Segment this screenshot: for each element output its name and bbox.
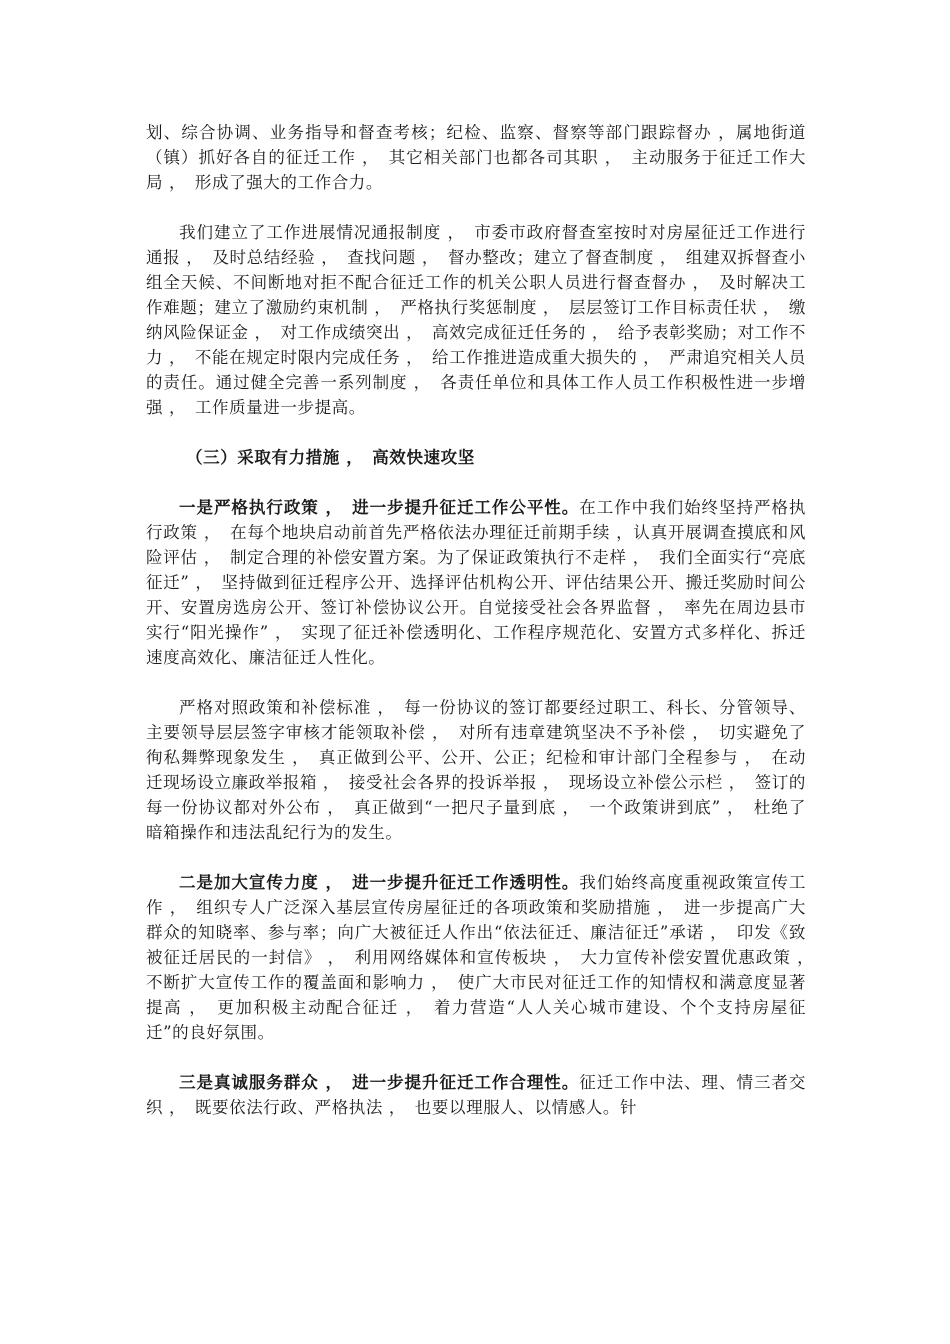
- paragraph-7-lead: 三是真诚服务群众 ， 进一步提升征迁工作合理性。: [179, 1073, 580, 1092]
- paragraph-6: [146, 870, 824, 1045]
- paragraph-2: 我们建立了工作进展情况通报制度 ， 市委市政府督查室按时对房屋征迁工作进行通报 ， 及时总结经验 ， 查找问题 ， 督办整改；建立了督查制度 ， 组建双拆督查小组全天候、不间断地对拒不配合征迁工作的机关公职人员进行督查督办 ， 及时解决工作难题；建立了激励约束机制 ， 严格执行奖惩制度 ， 层层签订工作目标责任状 ， 缴纳风险保证金 ， 对工作成绩突出 ， 高效完成征迁任务的 ， 给予表彰奖励；对工作不力 ， 不能在规定时限内完成任务 ， 给工作推进造成重大损失的 ， 严肃追究相关人员的责任。通过健全完善一系列制度 ， 各责任单位和具体工作人员工作积极性进一步增强 ， 工作质量进一步提高。: [146, 223, 806, 417]
- document-body: [146, 120, 824, 1145]
- paragraph-7-body: 征迁工作中法、理、情三者交织 ， 既要依法行政、严格执法 ， 也要以理服人、以情感人。针: [146, 1073, 806, 1117]
- paragraph-4-lead: 一是严格执行政策 ， 进一步提升征迁工作公平性。: [179, 498, 580, 517]
- paragraph-7: [146, 1070, 806, 1120]
- paragraph-6-lead: 二是加大宣传力度 ， 进一步提升征迁工作透明性。: [179, 873, 580, 892]
- paragraph-4-body: 在工作中我们始终坚持严格执行政策 ， 在每个地块启动前首先严格依法办理征迁前期手续 ，认真开展调查摸底和风险评估 ， 制定合理的补偿安置方案。为了保证政策执行不走样 ， 我们全面实行“亮底征迁” ， 坚持做到征迁程序公开、选择评估机构公开、评估结果公开、搬迁奖励时间公开、安置房选房公开、签订补偿协议公开。自觉接受社会各界监督 ， 率先在周边县市实行“阳光操作” ， 实现了征迁补偿透明化、工作程序规范化、安置方式多样化、拆迁速度高效化、廉洁征迁人性化。: [146, 498, 806, 667]
- paragraph-6-body: 我们始终高度重视政策宣传工作 ， 组织专人广泛深入基层宣传房屋征迁的各项政策和奖励措施 ， 进一步提高广大群众的知晓率、参与率；向广大被征迁人作出“依法征迁、廉洁征迁”承诺 ， 印发《致被征迁居民的一封信》 ， 利用网络媒体和宣传板块 ， 大力宣传补偿安置优惠政策 ， 不断扩大宣传工作的覆盖面和影响力 ， 使广大市民对征迁工作的知情权和满意度显著提高 ， 更加积极主动配合征迁 ， 着力营造“人人关心城市建设、个个支持房屋征迁”的良好氛围。: [146, 873, 824, 1042]
- section-heading-3: （三）采取有力措施 ， 高效快速攻坚: [186, 448, 475, 467]
- paragraph-1: 划、综合协调、业务指导和督查考核；纪检、监察、督察等部门跟踪督办 ，属地街道（镇）抓好各自的征迁工作 ， 其它相关部门也都各司其职 ， 主动服务于征迁工作大局 ， 形成了强大的工作合力。: [146, 123, 806, 192]
- paragraph-4: [146, 495, 806, 670]
- paragraph-5: 严格对照政策和补偿标准 ， 每一份协议的签订都要经过职工、科长、分管领导、主要领导层层签字审核才能领取补偿 ， 对所有违章建筑坚决不予补偿 ， 切实避免了徇私舞弊现象发生 ， 真正做到公平、公开、公正；纪检和审计部门全程参与 ， 在动迁现场设立廉政举报箱 ， 接受社会各界的投诉举报 ， 现场设立补偿公示栏 ， 签订的每一份协议都对外公布 ， 真正做到“一把尺子量到底 ， 一个政策讲到底” ， 杜绝了暗箱操作和违法乱纪行为的发生。: [146, 698, 806, 842]
